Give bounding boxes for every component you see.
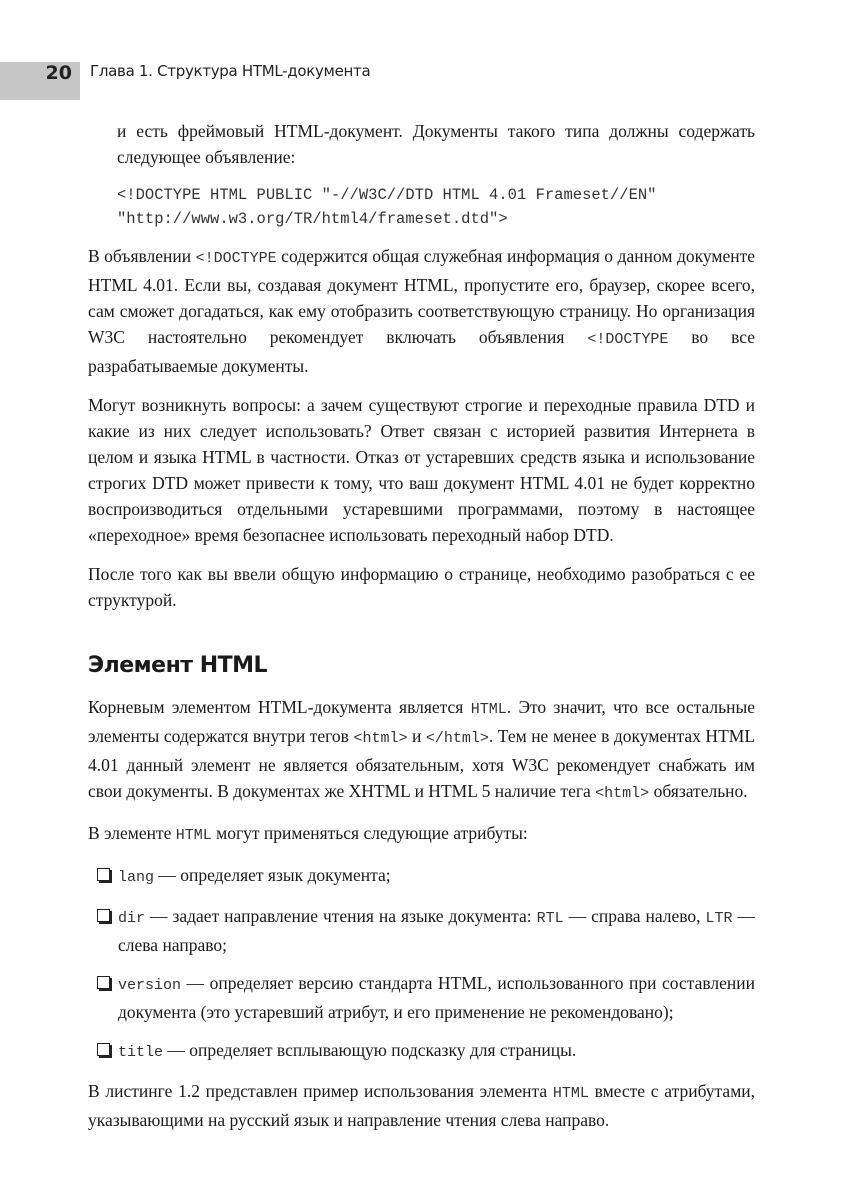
page-number: 20 (45, 62, 72, 84)
paragraph (88, 561, 755, 613)
checkbox-bullet-icon (97, 1043, 110, 1056)
text-run: — справа налево, (563, 906, 706, 926)
code-line: "http://www.w3.org/TR/html4/frameset.dtd"> (117, 210, 508, 228)
inline-code: <html> (595, 785, 650, 802)
list-item-text (118, 906, 755, 955)
inline-code: <!DOCTYPE (587, 331, 669, 348)
list-item (88, 970, 755, 1025)
list-item-text (118, 865, 391, 885)
text-run: — определяет версию стандарта HTML, использованного при составлении документа (это устаревший атрибут, и его применение не рекомендовано); (118, 973, 755, 1022)
text-run: Корневым элементом HTML-документа является (88, 697, 471, 717)
page-body (88, 118, 755, 1146)
text-run: — определяет всплывающую подсказку для страницы. (163, 1040, 577, 1060)
text-run: В объявлении (88, 246, 196, 266)
inline-code: <html> (353, 730, 408, 747)
text-run: В элементе (88, 823, 176, 843)
running-header: Глава 1. Структура HTML-документа (90, 62, 371, 80)
text-run: — определяет язык документа; (154, 865, 391, 885)
paragraph (88, 820, 755, 849)
text-run: После того как вы ввели общую информацию о странице, необходимо разобраться с ее структурой. (88, 564, 755, 610)
code-block (117, 183, 755, 231)
list-item (88, 862, 755, 891)
inline-code: HTML (175, 827, 212, 844)
intro-paragraph (117, 118, 755, 170)
checkbox-bullet-icon (97, 976, 110, 989)
text-run: и (407, 726, 426, 746)
inline-code: title (118, 1044, 164, 1061)
list-item-text (118, 1040, 576, 1060)
text-run: Могут возникнуть вопросы: а зачем существуют строгие и переходные правила DTD и какие из них следует использовать? Ответ связан с историей развития Интернета в целом и языка HTML в частности. Отказ от устаревших средств языка и использование строгих DTD может привести к тому, что ваш документ HTML 4.01 не будет корректно воспроизводиться отдельными устаревшими программами, поэтому в настоящее «переходное» время безопаснее использовать переходный набор DTD. (88, 395, 755, 545)
inline-code: LTR (705, 910, 733, 927)
inline-code: HTML (552, 1085, 589, 1102)
attribute-list (88, 862, 755, 1066)
list-item-text (118, 973, 755, 1022)
text-run: В листинге 1.2 представлен пример использования элемента (88, 1081, 553, 1101)
paragraph (88, 392, 755, 548)
text-run: . Это значит, что все остальные элементы содержатся внутри тегов (88, 697, 756, 746)
text-run: . Тем не менее в документах HTML 4.01 данный элемент не является обязательным, хотя W3C рекомендует снабжать им свои документы. В документах же XHTML и HTML 5 наличие тега (88, 726, 756, 801)
section-heading: Элемент HTML (88, 653, 268, 678)
inline-code: lang (118, 869, 155, 886)
inline-code: HTML (470, 701, 507, 718)
list-item (88, 903, 755, 958)
inline-code: RTL (536, 910, 564, 927)
text-run: и есть фреймовый HTML-документ. Документы такого типа должны содержать следующее объявление: (117, 121, 755, 167)
inline-code: </html> (425, 730, 489, 747)
checkbox-bullet-icon (97, 909, 110, 922)
text-run: — задает направление чтения на языке документа: (145, 906, 537, 926)
text-run: обязательно. (649, 781, 748, 801)
text-run: могут применяться следующие атрибуты: (211, 823, 528, 843)
list-item (88, 1037, 755, 1066)
inline-code: dir (118, 910, 146, 927)
paragraph (88, 1078, 755, 1133)
inline-code: version (118, 977, 182, 994)
text-run: содержится общая служебная информация о данном документе HTML 4.01. Если вы, создавая документ HTML, пропустите его, браузер, скорее всего, сам сможет догадаться, как ему отобразить соответствующую страницу. Но организация W3C настоятельно рекомендует включать объявления (88, 246, 756, 347)
text-run: во все разрабатываемые документы. (88, 327, 755, 376)
paragraph (88, 243, 755, 379)
text-run: — слева направо; (118, 906, 756, 955)
code-line: <!DOCTYPE HTML PUBLIC "-//W3C//DTD HTML 4.01 Frameset//EN" (117, 186, 657, 204)
checkbox-bullet-icon (97, 868, 110, 881)
paragraph (88, 694, 755, 807)
inline-code: <!DOCTYPE (195, 250, 277, 267)
text-run: вместе с атрибутами, указывающими на русский язык и направление чтения слева направо. (88, 1081, 756, 1130)
